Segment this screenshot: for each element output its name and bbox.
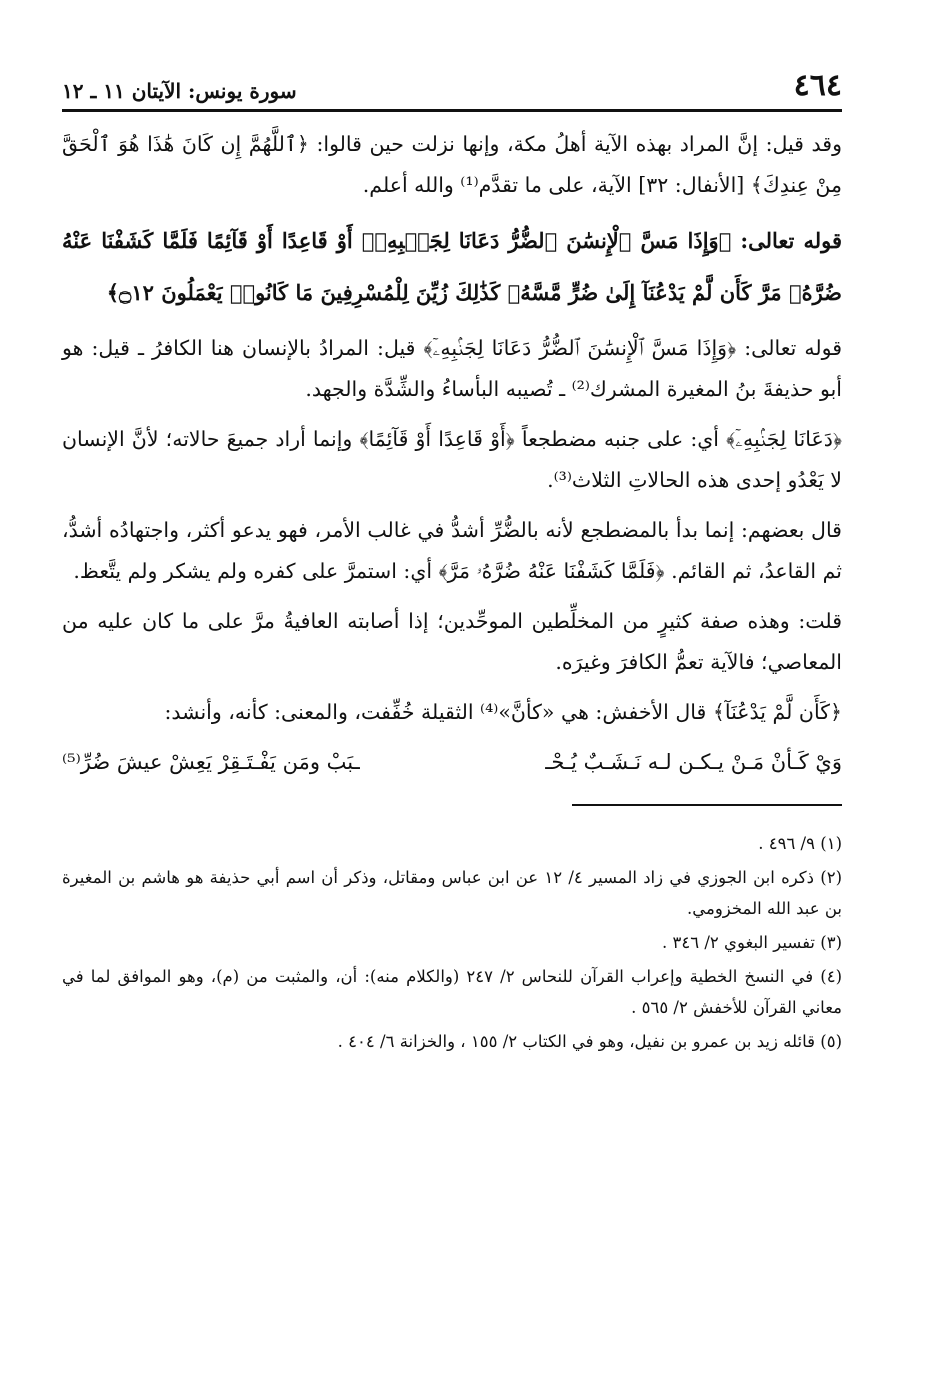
poem-verse: [62, 742, 842, 782]
poem-first-hemistich: وَيْ كَـأنْ مَـنْ يـكـن لـه نَـشَـبٌ يُـحْـ: [545, 750, 842, 774]
quran-verse: قوله تعالى: ﴿وَإِذَا مَسَّ ٱلْإِنسَٰنَ ٱلضُّرُّ دَعَانَا لِجَنۢبِهِۦٓ أَوْ قَاعِدًا أَوْ قَآئِمًا فَلَمَّا كَشَفْنَا عَنْهُ ضُرَّهُۥ مَرَّ كَأَن لَّمْ يَدْعُنَآ إِلَىٰ ضُرٍّ مَّسَّهُۥ كَذَٰلِكَ زُيِّنَ لِلْمُسْرِفِينَ مَا كَانُوا۟ يَعْمَلُونَ ۝١٢﴾: [62, 228, 842, 305]
paragraph-1: وقد قيل: إنَّ المراد بهذه الآية أهلُ مكة، وإنها نزلت حين قالوا: ﴿ٱللَّهُمَّ إِن كَانَ هَٰذَا هُوَ ٱلْحَقَّ مِنْ عِندِكَ﴾ [الأنفال: ٣٢] الآية، على ما تقدَّم⁽¹⁾ والله أعلم.: [62, 132, 842, 197]
footnote-1: (١) ٩/ ٤٩٦ .: [758, 834, 842, 853]
page-header: [62, 55, 842, 112]
poem-second-hemistich: ـبَبْ ومَن يَفْـتَـقِرْ يَعِشْ عيشَ ضُرِّ⁽⁵⁾: [62, 750, 360, 774]
paragraph-5: قلت: وهذه صفة كثيرٍ من المخلِّطين الموحِّدين؛ إذا أصابته العافيةُ مرَّ على ما كان عليه من المعاصي؛ فالآية تعمُّ الكافرَ وغيرَه.: [62, 609, 842, 674]
footnotes: [62, 828, 842, 1057]
footnote-4: (٤) في النسخ الخطية وإعراب القرآن للنحاس ٢/ ٢٤٧ (والكلام منه): أن، والمثبت من (م)، وهو الموافق لما في معاني القرآن للأخفش ٢/ ٥٦٥ .: [62, 967, 842, 1017]
paragraph-3: ﴿دَعَانَا لِجَنۢبِهِۦٓ﴾ أي: على جنبه مضطجعاً ﴿أَوْ قَاعِدًا أَوْ قَآئِمًا﴾ وإنما أراد جميعَ حالاته؛ لأنَّ الإنسان لا يَعْدُو إحدى هذه الحالاتِ الثلاث⁽³⁾.: [62, 427, 842, 492]
footnote-divider: [572, 804, 842, 806]
book-page: [62, 55, 842, 1060]
footnote-2: (٢) ذكره ابن الجوزي في زاد المسير ٤/ ١٢ عن ابن عباس ومقاتل، وذكر أن اسم أبي حذيفة هو هاشم بن المغيرة بن عبد الله المخزومي.: [62, 868, 842, 918]
page-number: ٤٦٤: [793, 68, 842, 103]
footnote-5: (٥) قائله زيد بن عمرو بن نفيل، وهو في الكتاب ٢/ ١٥٥ ، والخزانة ٦/ ٤٠٤ .: [337, 1032, 842, 1051]
paragraph-6: ﴿كَأَن لَّمْ يَدْعُنَآ﴾ قال الأخفش: هي «كأنَّ»⁽⁴⁾ الثقيلة خُفِّفت، والمعنى: كأنه، وأنشد:: [164, 700, 842, 724]
paragraph-4: قال بعضهم: إنما بدأ بالمضطجع لأنه بالضُّرِّ أشدُّ في غالب الأمر، فهو يدعو أكثر، واجتهادُه أشدُّ، ثم القاعدُ، ثم القائم. ﴿فَلَمَّا كَشَفْنَا عَنْهُ ضُرَّهُۥ مَرَّ﴾ أي: استمرَّ على كفره ولم يشكر ولم يتَّعظ.: [62, 518, 842, 583]
footnote-3: (٣) تفسير البغوي ٢/ ٣٤٦ .: [662, 933, 842, 952]
main-text: [62, 124, 842, 782]
paragraph-2: قوله تعالى: ﴿وَإِذَا مَسَّ ٱلْإِنسَٰنَ ٱلضُّرُّ دَعَانَا لِجَنۢبِهِۦٓ﴾ قيل: المرادُ بالإنسان هنا الكافرُ ـ قيل: هو أبو حذيفةَ بنُ المغيرة المشرك⁽²⁾ ـ تُصيبه البأساءُ والشِّدَّة والجهد.: [62, 336, 842, 401]
surah-title: سورة يونس: الآيتان ١١ ـ ١٢: [62, 79, 297, 103]
